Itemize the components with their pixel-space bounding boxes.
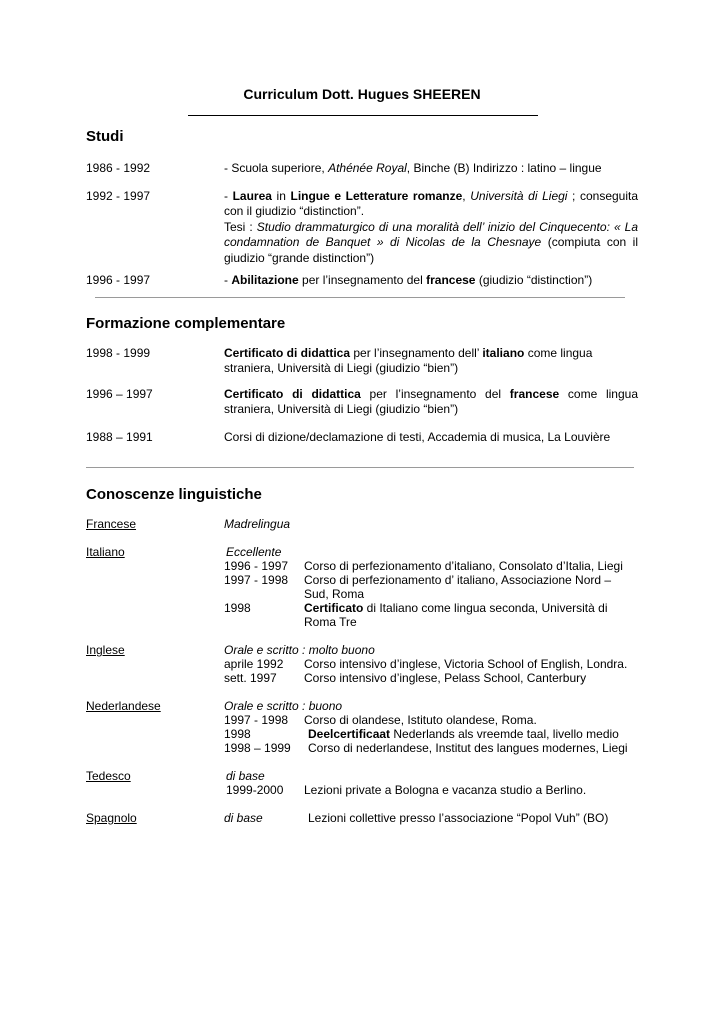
formazione-date-3: 1988 – 1991	[86, 430, 153, 444]
t: Laurea	[232, 189, 272, 203]
t: Tesi :	[224, 219, 257, 234]
level-nederlandese: Orale e scritto : buono	[224, 699, 343, 713]
language-nederlandese: Nederlandese	[86, 699, 161, 713]
nederlandese-row-date: 1998	[224, 727, 251, 741]
level-inglese: Orale e scritto : molto buono	[224, 643, 375, 657]
t: per l’insegnamento del	[360, 387, 510, 401]
italiano-row-text: Corso di perfezionamento d’italiano, Consolato d’Italia, Liegi	[304, 559, 623, 573]
inglese-row-date: sett. 1997	[224, 671, 277, 685]
tedesco-row-text: Lezioni private a Bologna e vacanza studio a Berlino.	[304, 783, 587, 797]
studi-1-rest: , Binche (B) Indirizzo : latino – lingue	[406, 161, 602, 175]
section-heading-lingue: Conoscenze linguistiche	[86, 486, 262, 503]
t: Certificato di didattica	[224, 387, 361, 401]
language-inglese: Inglese	[86, 643, 125, 657]
t: per l’insegnamento del	[298, 273, 427, 287]
title-underline	[188, 115, 538, 116]
t: ; conseguita con il giudizio “distinction”.	[224, 189, 639, 219]
italiano-row-date: 1997 - 1998	[224, 573, 289, 587]
t: francese	[509, 387, 560, 401]
studi-1-italic: Athénée Royal	[328, 161, 407, 175]
t: (giudizio “distinction”)	[475, 273, 593, 287]
studi-date-3: 1996 - 1997	[86, 273, 151, 287]
studi-desc-2	[224, 189, 638, 266]
t: come lingua straniera, Università di Liegi (giudizio “bien”)	[224, 346, 593, 376]
t: Certificato	[304, 601, 364, 615]
t: -	[224, 189, 233, 203]
inglese-row-text: Corso intensivo d’inglese, Pelass School, Canterbury	[304, 671, 587, 685]
t: Certificato di didattica	[224, 346, 351, 360]
level-francese: Madrelingua	[224, 517, 291, 531]
formazione-date-1: 1998 - 1999	[86, 346, 151, 360]
document-title: Curriculum Dott. Hugues SHEEREN	[243, 86, 481, 102]
studi-desc-3	[224, 273, 638, 288]
italiano-row-date: 1996 - 1997	[224, 559, 289, 573]
t: Deelcertificaat	[308, 727, 391, 741]
nederlandese-row-date: 1998 – 1999	[224, 741, 291, 755]
t: ,	[462, 189, 471, 203]
nederlandese-row-text	[308, 727, 619, 741]
t: come lingua straniera, Università di Liegi (giudizio “bien”)	[224, 387, 638, 417]
t: italiano	[482, 346, 525, 360]
studi-desc-1	[224, 161, 638, 176]
formazione-desc-1	[224, 346, 638, 377]
t: Abilitazione	[231, 273, 299, 287]
tedesco-row-date: 1999-2000	[226, 783, 284, 797]
inglese-row-date: aprile 1992	[224, 657, 284, 671]
language-tedesco: Tedesco	[86, 769, 131, 783]
spagnolo-text: Lezioni collettive presso l’associazione “Popol Vuh” (BO)	[308, 811, 609, 825]
studi-date-2: 1992 - 1997	[86, 189, 151, 203]
level-spagnolo: di base	[224, 811, 263, 825]
italiano-row-date: 1998	[224, 601, 251, 615]
italiano-row-text	[304, 601, 620, 630]
t: Università di Liegi	[470, 189, 568, 203]
language-italiano: Italiano	[86, 545, 125, 559]
t: per l’insegnamento dell’	[350, 346, 483, 360]
studi-date-1: 1986 - 1992	[86, 161, 151, 175]
formazione-desc-3: Corsi di dizione/declamazione di testi, Accademia di musica, La Louvière	[224, 430, 611, 444]
level-tedesco: di base	[226, 769, 265, 783]
t: (compiuta con il giudizio “grande distinction”)	[224, 235, 638, 265]
nederlandese-row-date: 1997 - 1998	[224, 713, 289, 727]
t: francese	[426, 273, 476, 287]
divider	[86, 467, 634, 468]
formazione-desc-2	[224, 387, 638, 418]
divider	[95, 297, 625, 298]
t: Nederlands als vreemde taal, livello medio	[390, 727, 619, 741]
section-heading-studi: Studi	[86, 128, 124, 145]
level-italiano: Eccellente	[226, 545, 282, 559]
t: in	[271, 189, 291, 203]
t: -	[224, 273, 232, 287]
formazione-date-2: 1996 – 1997	[86, 387, 153, 401]
studi-1-lead: - Scuola superiore,	[224, 161, 329, 175]
language-spagnolo: Spagnolo	[86, 811, 137, 825]
t: di Italiano come lingua seconda, Università di Roma Tre	[304, 601, 608, 630]
t: Studio drammaturgico di una moralità dell’ inizio del Cinquecento: « La condamnation de Banquet » di Nicolas de la Chesnaye	[224, 219, 638, 250]
italiano-row-text: Corso di perfezionamento d’ italiano, Associazione Nord – Sud, Roma	[304, 573, 612, 602]
t: Lingue e Letterature romanze	[290, 189, 463, 203]
language-francese: Francese	[86, 517, 137, 531]
nederlandese-row-text: Corso di olandese, Istituto olandese, Roma.	[304, 713, 537, 727]
inglese-row-text: Corso intensivo d’inglese, Victoria School of English, Londra.	[304, 657, 628, 671]
nederlandese-row-text: Corso di nederlandese, Institut des langues modernes, Liegi	[308, 741, 628, 755]
section-heading-formazione: Formazione complementare	[86, 315, 286, 332]
